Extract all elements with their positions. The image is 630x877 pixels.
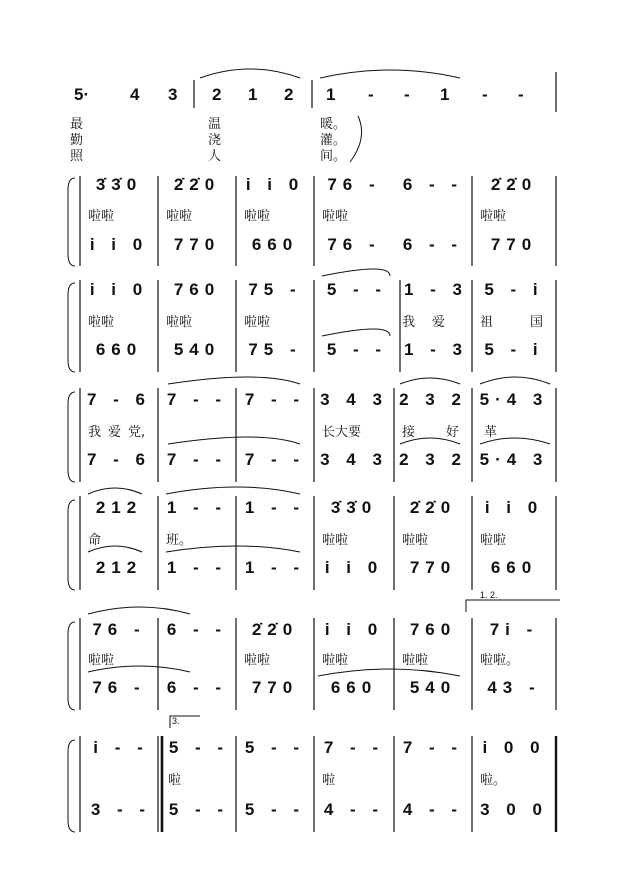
measure-notes: 212 — [95, 558, 143, 577]
measure-notes: 7 - - — [166, 450, 228, 469]
svg-text:啦啦。: 啦啦。 — [480, 653, 520, 668]
measure-notes: 1 - - — [244, 498, 306, 517]
measure-notes: 2 3 2 — [399, 450, 467, 469]
measure-notes: 660 — [251, 235, 299, 254]
svg-text:长大要: 长大要 — [322, 425, 362, 440]
measure-notes: 3 - - — [90, 800, 152, 819]
lyric: 暖。 — [320, 117, 347, 132]
lyric: 人 — [208, 149, 222, 164]
svg-text:啦啦: 啦啦 — [244, 653, 271, 668]
lyric: 温 — [208, 117, 222, 132]
measure-notes: 4 - - — [402, 800, 464, 819]
measure-notes: 3 0 0 — [480, 800, 548, 819]
measure-notes: 5·4 3 — [479, 450, 549, 469]
note-group: 5· — [74, 85, 90, 104]
measure-notes: 5 - - — [244, 800, 306, 819]
measure-notes: 76 - — [92, 620, 146, 639]
measure-notes: 7 - - — [402, 738, 464, 757]
measure-notes: 770 — [173, 235, 221, 254]
measure-notes: 7 - - — [166, 390, 228, 409]
measure-notes: 760 — [409, 620, 457, 639]
measure-notes: 3̇3̇0 — [330, 498, 378, 517]
measure-notes: 76 - — [92, 678, 146, 697]
svg-text:啦啦: 啦啦 — [166, 315, 193, 330]
svg-text:2: 2 — [212, 85, 222, 104]
measure-notes: 5 - - — [168, 738, 230, 757]
volta-label: 1. 2. — [480, 590, 498, 600]
svg-text:啦: 啦 — [322, 773, 336, 788]
measure-notes: 1 - 3 — [403, 340, 469, 359]
measure-notes: 540 — [409, 678, 457, 697]
measure-notes: 770 — [251, 678, 299, 697]
measure-notes: 660 — [95, 340, 143, 359]
svg-text:啦啦: 啦啦 — [480, 533, 507, 548]
svg-text:我: 我 — [88, 425, 102, 440]
svg-text:啦啦: 啦啦 — [88, 653, 115, 668]
svg-text:1: 1 — [326, 85, 336, 104]
measure-notes: 75 - — [248, 340, 302, 359]
note-group: 4 — [130, 85, 140, 104]
svg-text:啦啦: 啦啦 — [322, 209, 349, 224]
measure-notes: 3̇3̇0 — [95, 175, 143, 194]
svg-text:接: 接 — [402, 425, 416, 440]
measure-notes: 540 — [173, 340, 221, 359]
measure-notes: 7 - - — [323, 738, 385, 757]
measure-notes: 76 - — [327, 175, 381, 194]
measure-notes: 3 4 3 — [320, 450, 388, 469]
svg-text:啦啦: 啦啦 — [88, 209, 115, 224]
measure-notes: 1 - 3 — [403, 280, 469, 299]
svg-text:啦。: 啦。 — [480, 773, 507, 788]
measure-notes: 2̇2̇0 — [409, 498, 457, 517]
measure-notes: 7 - 6 — [86, 450, 152, 469]
measure-notes: 7 - 6 — [86, 390, 152, 409]
measure-notes: 2̇2̇0 — [173, 175, 221, 194]
svg-text:啦啦: 啦啦 — [402, 533, 429, 548]
measure-notes: 770 — [409, 558, 457, 577]
measure-notes: i 0 0 — [482, 738, 546, 757]
svg-text:啦啦: 啦啦 — [480, 209, 507, 224]
svg-text:我: 我 — [402, 315, 416, 330]
volta-label: 3. — [172, 716, 180, 726]
measure-notes: 5 - i — [484, 340, 544, 359]
measure-notes: 2 3 2 — [399, 390, 467, 409]
measure-notes: 1 - - — [166, 558, 228, 577]
measure-notes: 4 - - — [323, 800, 385, 819]
measure-notes: 660 — [490, 558, 538, 577]
svg-text:班。: 班。 — [166, 533, 193, 548]
measure-notes: 5 - - — [244, 738, 306, 757]
measure-notes: 5 - i — [484, 280, 544, 299]
measure-notes: i i 0 — [245, 175, 305, 194]
note-group: 3 — [168, 85, 178, 104]
measure-notes: i i 0 — [89, 235, 149, 254]
measure-notes: 7 - - — [244, 390, 306, 409]
measure-notes: 760 — [173, 280, 221, 299]
measure-notes: 6 - - — [166, 620, 228, 639]
svg-text:啦啦: 啦啦 — [244, 209, 271, 224]
measure-notes: 6 - - — [402, 175, 464, 194]
svg-text:1: 1 — [248, 85, 258, 104]
measure-notes: i i 0 — [89, 280, 149, 299]
measure-notes: 5 - - — [326, 280, 388, 299]
svg-text:啦啦: 啦啦 — [322, 653, 349, 668]
svg-text:2: 2 — [284, 85, 294, 104]
lyric: 照 — [70, 149, 84, 164]
measure-notes: 7i - — [489, 620, 539, 639]
system-1 — [70, 69, 556, 164]
svg-text:好: 好 — [446, 425, 460, 440]
svg-text:啦啦: 啦啦 — [88, 315, 115, 330]
measure-notes: i - - — [93, 738, 149, 757]
svg-text:啦啦: 啦啦 — [166, 209, 193, 224]
measure-notes: 2̇2̇0 — [490, 175, 538, 194]
measure-notes: 6 - - — [166, 678, 228, 697]
svg-text:啦啦: 啦啦 — [402, 653, 429, 668]
measure-notes: i i 0 — [324, 620, 384, 639]
notes-layer — [87, 175, 548, 819]
measure-notes: i i 0 — [324, 558, 384, 577]
measure-notes: 1 - - — [244, 558, 306, 577]
svg-text:爱: 爱 — [432, 315, 446, 330]
svg-text:啦: 啦 — [168, 773, 182, 788]
svg-text:祖: 祖 — [480, 315, 494, 330]
slurs — [88, 269, 550, 676]
svg-text:-: - — [404, 85, 410, 104]
measure-notes: 3 4 3 — [320, 390, 388, 409]
measure-notes: 5 - - — [326, 340, 388, 359]
svg-text:啦啦: 啦啦 — [244, 315, 271, 330]
lyric: 灌。 — [320, 133, 347, 148]
svg-text:命: 命 — [88, 533, 102, 548]
system-brackets — [68, 176, 80, 832]
lyric: 浇 — [208, 133, 222, 148]
measure-notes: 43 - — [487, 678, 541, 697]
measure-notes: 5 - - — [168, 800, 230, 819]
measure-notes: i i 0 — [484, 498, 544, 517]
lyrics-layer — [88, 208, 546, 788]
measure-notes: 770 — [490, 235, 538, 254]
svg-text:啦啦: 啦啦 — [322, 533, 349, 548]
measure-notes: 2̇2̇0 — [251, 620, 299, 639]
lyric: 最 — [70, 117, 84, 132]
svg-text:-: - — [368, 85, 374, 104]
measure-notes: 6 - - — [402, 235, 464, 254]
svg-text:爱: 爱 — [108, 425, 122, 440]
measure-notes: 75 - — [248, 280, 302, 299]
svg-text:1: 1 — [440, 85, 450, 104]
svg-text:党,: 党, — [128, 425, 146, 440]
svg-text:-: - — [518, 85, 524, 104]
measure-notes: 5·4 3 — [479, 390, 549, 409]
lyric: 间。 — [320, 149, 347, 164]
measure-notes: 212 — [95, 498, 143, 517]
svg-text:-: - — [482, 85, 488, 104]
measure-notes: 7 - - — [244, 450, 306, 469]
measure-notes: 660 — [330, 678, 378, 697]
lyric: 勤 — [70, 133, 84, 148]
measure-notes: 76 - — [327, 235, 381, 254]
measure-notes: 1 - - — [166, 498, 228, 517]
svg-text:国: 国 — [530, 315, 544, 330]
svg-text:革: 革 — [484, 425, 498, 440]
